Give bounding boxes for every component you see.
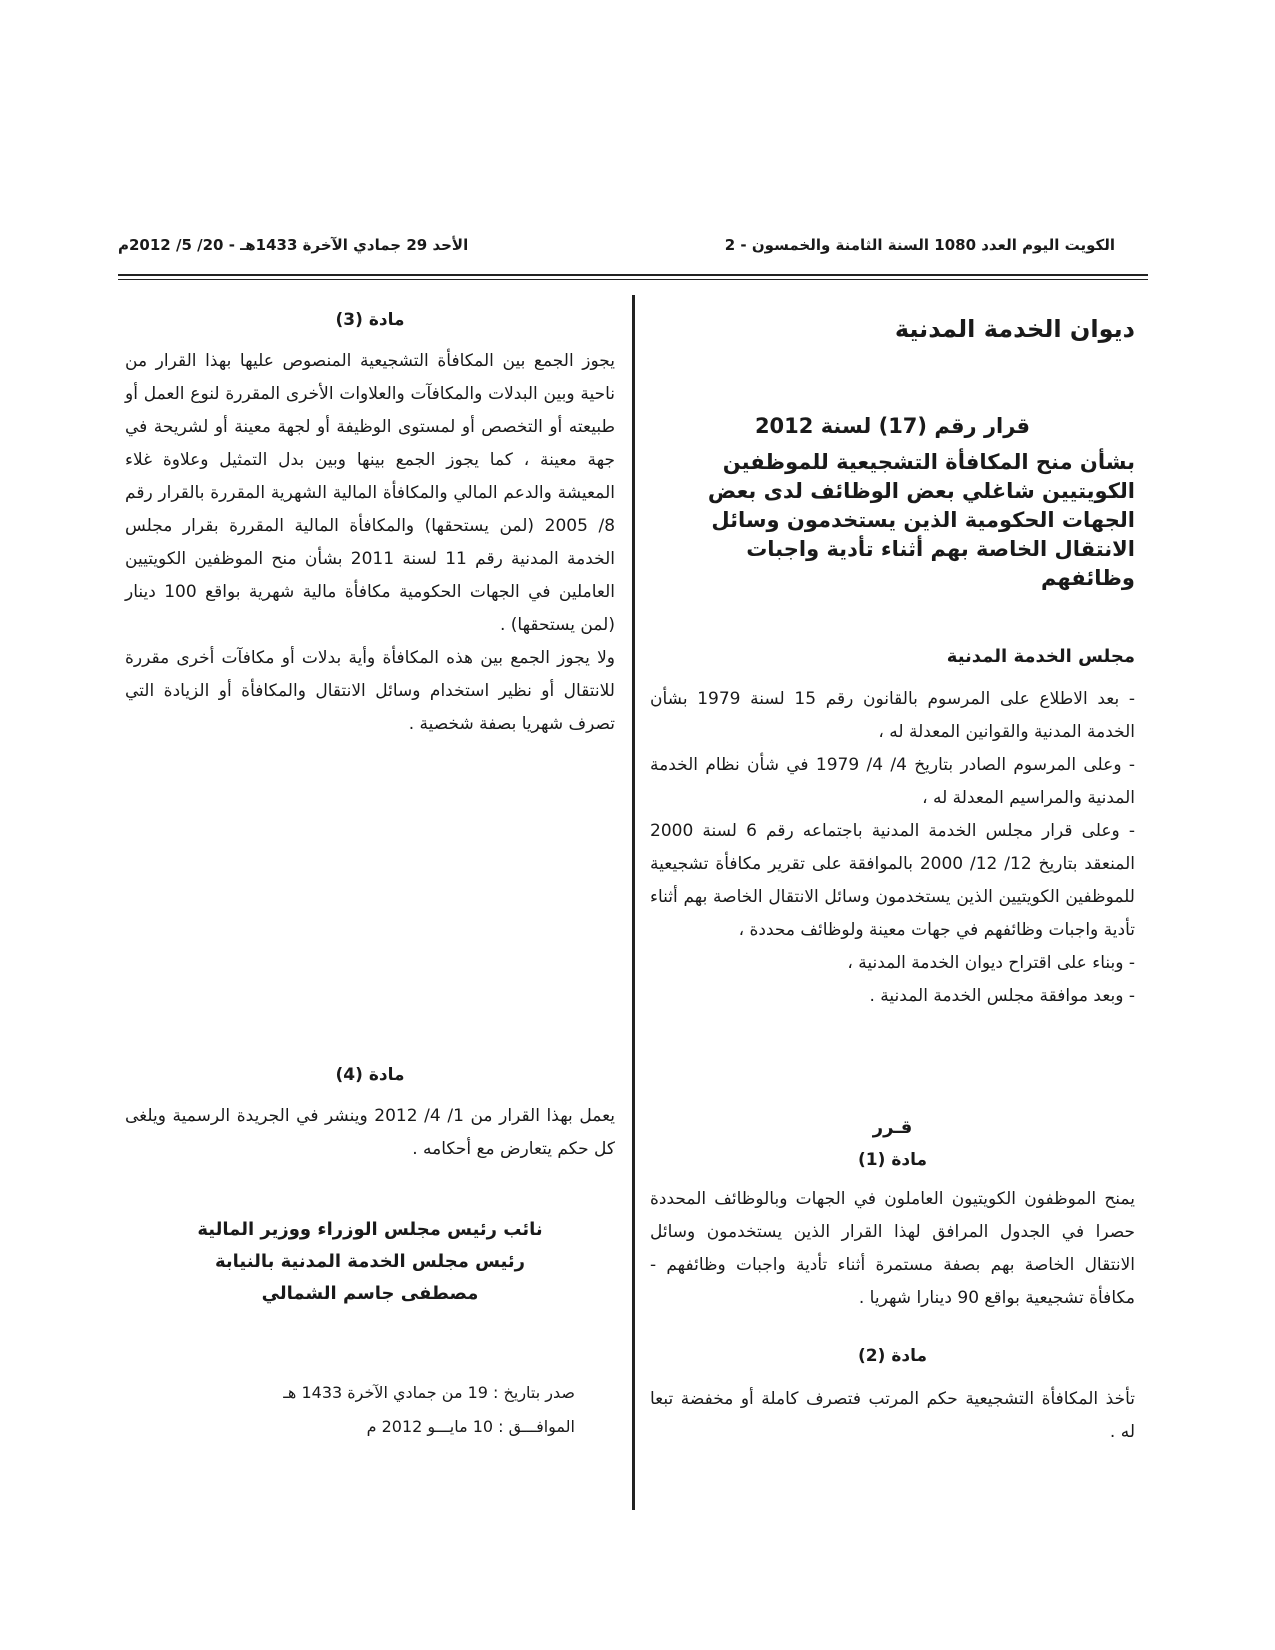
article-4-body [125, 1100, 615, 1166]
decision-title: قرار رقم (17) لسنة 2012 [754, 414, 1031, 438]
article-4-text: يعمل بهذا القرار من 1/ 4/ 2012 وينشر في الجريدة الرسمية ويلغى كل حكم يتعارض مع أحكامه . [125, 1106, 616, 1159]
header-rule-thin [118, 279, 1148, 280]
signature-name: مصطفى جاسم الشمالي [261, 1283, 479, 1304]
preamble-item: - وبناء على اقتراح ديوان الخدمة المدنية ، [847, 953, 1135, 973]
decision-subject: بشأن منح المكافأة التشجيعية للموظفين الكويتيين شاغلي بعض الوظائف لدى بعض الجهات الحكومية الذين يستخدمون وسائل الانتقال الخاصة بهم أثناء تأدية واجبات وظائفهم [707, 450, 1135, 590]
council-heading: مجلس الخدمة المدنية [946, 646, 1135, 667]
article-1-text: يمنح الموظفون الكويتيون العاملون في الجهات وبالوظائف المحددة حصرا في الجدول المرافق لهذا القرار الذين يستخدمون وسائل الانتقال الخاصة بهم بصفة مستمرة أثناء تأدية واجبات وظائفهم - مكافأة تشجيعية بواقع 90 دينارا شهريا . [650, 1189, 1135, 1308]
article-2-text: تأخذ المكافأة التشجيعية حكم المرتب فتصرف كاملة أو مخفضة تبعا له . [650, 1389, 1135, 1442]
article-1-body [650, 1183, 1135, 1315]
corresponding-date: الموافـــق : 10 مايـــو 2012 م [366, 1417, 575, 1436]
article-3-text-2: ولا يجوز الجمع بين هذه المكافأة وأية بدلات أو مكافآت أخرى مقررة للانتقال أو نظير استخدام وسائل الانتقال والمكافأة أو الزيادة التي تصرف شهريا بصفة شخصية . [125, 648, 615, 734]
organization-title: ديوان الخدمة المدنية [894, 315, 1135, 343]
header-date: الأحد 29 جمادي الآخرة 1433هـ - 20/ 5/ 2012م [118, 236, 469, 254]
issue-date-block [125, 1376, 615, 1444]
preamble-item: - وبعد موافقة مجلس الخدمة المدنية . [869, 986, 1135, 1006]
signature-line: رئيس مجلس الخدمة المدنية بالنيابة [214, 1251, 526, 1272]
decides-heading: قـرر [872, 1117, 913, 1138]
preamble [650, 683, 1135, 1013]
article-2-body [650, 1383, 1135, 1449]
article-2-title: مادة (2) [858, 1346, 927, 1366]
article-4-title: مادة (4) [335, 1065, 405, 1085]
header-issue-info: الكويت اليوم العدد 1080 السنة الثامنة والخمسون - 2 [724, 236, 1115, 254]
issued-date: صدر بتاريخ : 19 من جمادي الآخرة 1433 هـ [283, 1383, 575, 1402]
signature-line: نائب رئيس مجلس الوزراء ووزير المالية [197, 1219, 543, 1240]
preamble-item: - بعد الاطلاع على المرسوم بالقانون رقم 15 لسنة 1979 بشأن الخدمة المدنية والقوانين المعدلة له ، [650, 689, 1135, 742]
article-1-title: مادة (1) [858, 1150, 927, 1170]
article-3-text: يجوز الجمع بين المكافأة التشجيعية المنصوص عليها بهذا القرار من ناحية وبين البدلات والمكافآت والعلاوات الأخرى المقررة لنوع العمل أو طبيعته أو التخصص أو لمستوى الوظيفة أو لجهة معينة أو لشريحة في جهة معينة ، كما يجوز الجمع بينها وبين بدل التمثيل وعلاوة غلاء المعيشة والدعم المالي والمكافأة المالية الشهرية المقررة بالقرار رقم 8/ 2005 (لمن يستحقها) والمكافأة المالية المقررة بقرار مجلس الخدمة المدنية رقم 11 لسنة 2011 بشأن منح الموظفين الكويتيين العاملين في الجهات الحكومية مكافأة مالية شهرية بواقع 100 دينار (لمن يستحقها) . [125, 351, 616, 635]
article-3-title: مادة (3) [335, 310, 405, 330]
preamble-item: - وعلى المرسوم الصادر بتاريخ 4/ 4/ 1979 في شأن نظام الخدمة المدنية والمراسيم المعدلة له ، [650, 755, 1135, 808]
preamble-item: - وعلى قرار مجلس الخدمة المدنية باجتماعه رقم 6 لسنة 2000 المنعقد بتاريخ 12/ 12/ 2000 بالموافقة على تقرير مكافأة تشجيعية للموظفين الكويتيين الذين يستخدمون وسائل الانتقال الخاصة بهم أثناء تأدية واجبات وظائفهم في جهات معينة ولوظائف محددة ، [650, 821, 1135, 940]
column-divider [632, 295, 635, 1510]
signature-block [125, 1214, 615, 1310]
header-rule [118, 274, 1148, 276]
article-3-body [125, 345, 615, 741]
